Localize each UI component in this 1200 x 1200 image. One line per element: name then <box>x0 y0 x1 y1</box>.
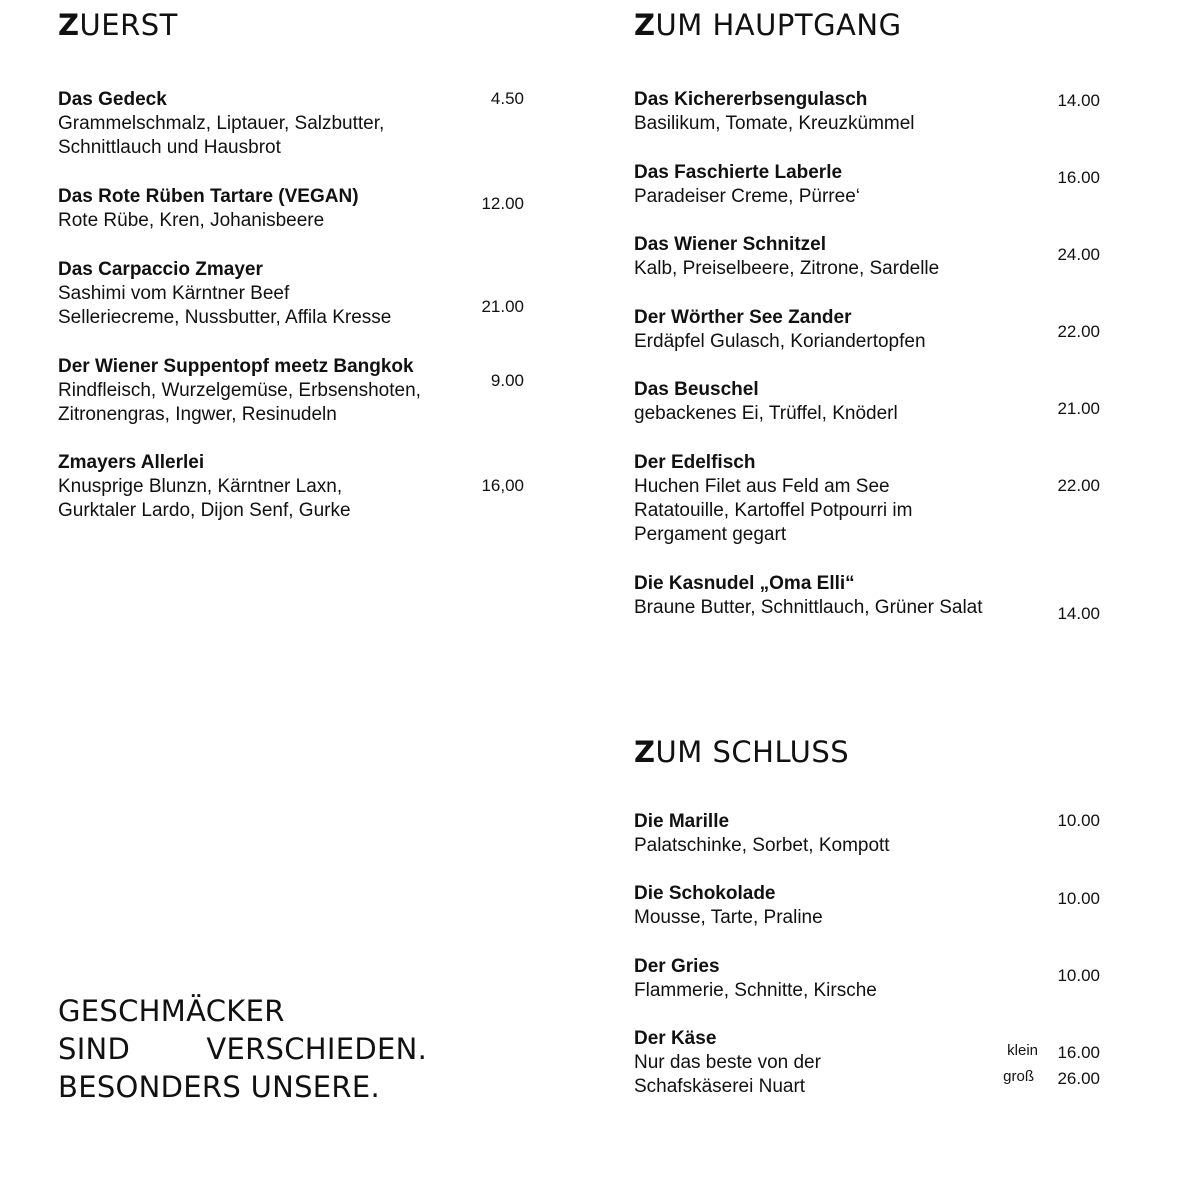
item-description: Braune Butter, Schnittlauch, Grüner Salat <box>634 597 983 618</box>
item-name: Das Carpaccio Zmayer <box>58 259 263 280</box>
section-title-zuerst: ZUERST <box>58 8 178 42</box>
item-name: Das Gedeck <box>58 89 167 110</box>
item-description: Grammelschmalz, Liptauer, Salzbutter, Schnittlauch und Hausbrot <box>58 113 385 158</box>
item-description: Nur das beste von der Schafskäserei Nuart <box>634 1052 821 1097</box>
menu-item-kasnudel <box>634 572 1104 623</box>
item-description: Rindfleisch, Wurzelgemüse, Erbsenshoten, Zitronengras, Ingwer, Resinudeln <box>58 380 421 425</box>
item-description: Rote Rübe, Kren, Johanisbeere <box>58 210 325 231</box>
item-name: Die Kasnudel „Oma Elli“ <box>634 573 855 594</box>
item-description: Kalb, Preiselbeere, Zitrone, Sardelle <box>634 258 940 279</box>
item-price: 4.50 <box>490 89 524 108</box>
section-title-schluss: ZUM SCHLUSS <box>634 735 850 769</box>
slogan-line-3: BESONDERS UNSERE. <box>58 1070 381 1104</box>
size-label-small: klein <box>1007 1042 1038 1059</box>
menu-item-suppentopf <box>58 355 528 427</box>
item-name: Das Kichererbsengulasch <box>634 89 868 110</box>
item-description: Sashimi vom Kärntner Beef Selleriecreme, Nussbutter, Affila Kresse <box>58 283 392 328</box>
menu-item-laberle <box>634 161 1104 209</box>
item-name: Der Käse <box>634 1028 717 1049</box>
size-label-large: groß <box>1003 1068 1034 1085</box>
menu-item-kichererbsengulasch <box>634 88 1104 136</box>
item-description: gebackenes Ei, Trüffel, Knöderl <box>634 403 898 424</box>
item-description: Erdäpfel Gulasch, Koriandertopfen <box>634 331 926 352</box>
item-price: 14.00 <box>1057 91 1100 110</box>
menu-item-edelfisch <box>634 451 1104 547</box>
item-price: 22.00 <box>1057 322 1100 341</box>
menu-item-schokolade <box>634 882 1104 930</box>
item-name: Die Schokolade <box>634 883 776 904</box>
item-name: Der Edelfisch <box>634 452 756 473</box>
item-price: 21.00 <box>1057 399 1100 418</box>
item-price: 21.00 <box>481 297 524 316</box>
item-description: Mousse, Tarte, Praline <box>634 907 823 928</box>
item-price: 14.00 <box>1057 604 1100 623</box>
item-description: Palatschinke, Sorbet, Kompott <box>634 835 890 856</box>
item-price: 10.00 <box>1057 811 1100 830</box>
item-description: Huchen Filet aus Feld am See Ratatouille, Kartoffel Potpourri im Pergament gegart <box>634 476 913 545</box>
item-description: Basilikum, Tomate, Kreuzkümmel <box>634 113 915 134</box>
item-price: 12.00 <box>481 194 524 213</box>
item-name: Das Rote Rüben Tartare (VEGAN) <box>58 186 359 207</box>
menu-item-beuschel <box>634 378 1104 426</box>
item-description: Knusprige Blunzn, Kärntner Laxn, Gurktaler Lardo, Dijon Senf, Gurke <box>58 476 351 521</box>
slogan <box>58 992 427 1106</box>
item-price: 10.00 <box>1057 966 1100 985</box>
item-name: Das Faschierte Laberle <box>634 162 843 183</box>
item-price: 16.00 <box>1057 168 1100 187</box>
item-description: Paradeiser Creme, Pürree‘ <box>634 186 860 207</box>
menu-item-gedeck <box>58 88 528 160</box>
item-name: Das Beuschel <box>634 379 759 400</box>
item-price: 10.00 <box>1057 889 1100 908</box>
slogan-line-2: SIND VERSCHIEDEN. <box>58 1032 428 1066</box>
menu-item-gries <box>634 955 1104 1003</box>
slogan-line-1: GESCHMÄCKER <box>58 994 285 1028</box>
item-price: 16,00 <box>481 476 524 495</box>
menu-item-kaese <box>634 1027 1104 1099</box>
item-name: Der Wiener Suppentopf meetz Bangkok <box>58 356 414 377</box>
item-name: Der Gries <box>634 956 720 977</box>
item-price-small: 16.00 <box>1057 1043 1100 1062</box>
item-price-large: 26.00 <box>1057 1069 1100 1088</box>
item-name: Das Wiener Schnitzel <box>634 234 826 255</box>
menu-item-allerlei <box>58 451 528 523</box>
item-price: 22.00 <box>1057 476 1100 495</box>
menu-item-tartare <box>58 185 528 233</box>
section-title-hauptgang: ZUM HAUPTGANG <box>634 8 902 42</box>
item-name: Zmayers Allerlei <box>58 452 205 473</box>
menu-item-schnitzel <box>634 233 1104 281</box>
menu-item-zander <box>634 306 1104 354</box>
item-description: Flammerie, Schnitte, Kirsche <box>634 980 877 1001</box>
item-name: Die Marille <box>634 811 730 832</box>
item-price: 24.00 <box>1057 245 1100 264</box>
menu-item-marille <box>634 810 1104 858</box>
menu-item-carpaccio <box>58 258 528 330</box>
item-name: Der Wörther See Zander <box>634 307 852 328</box>
item-price: 9.00 <box>490 371 524 390</box>
